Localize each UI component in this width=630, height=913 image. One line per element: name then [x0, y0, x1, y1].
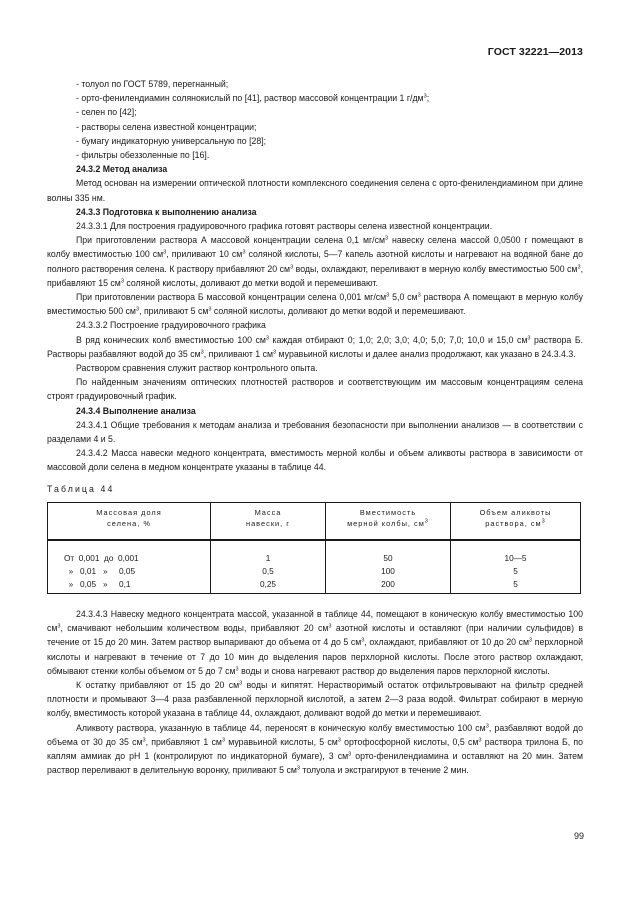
paragraph: В ряд конических колб вместимостью 100 $см^3$ каждая отбирают 0; 1,0; 2,0; 3,0; 4,0; 5,0; 7,0; 10,0 и 15,0 $см^3$ раствора Б. Растворы разбавляют водой до 35 $см^3$, приливают 1 $см^3$ муравьиной кислоты и далее анализ продолжают, как указано в 24.3.4.3. [47, 334, 583, 359]
reagent-item: - бумагу индикаторную универсальную по [28]; [76, 135, 267, 146]
paragraph: Раствором сравнения служит раствор контрольного опыта. [76, 363, 318, 374]
range-cell: От 0,001 до 0,001 [48, 540, 211, 565]
document-header: ГОСТ 32221—2013 [487, 46, 583, 58]
section-heading: 24.3.4 Выполнение анализа [76, 405, 196, 416]
aliquot-cell: 5 [451, 565, 581, 578]
reagent-item: - селен по [42]; [76, 107, 137, 118]
reagent-item: - растворы селена известной концентрации; [76, 121, 257, 132]
section-heading: 24.3.2 Метод анализа [76, 164, 168, 175]
paragraph: Метод основан на измерении оптической плотности комплексного соединения селена с орто-фенилендиамином при длине волны 335 нм. [47, 178, 583, 203]
header-cell: Массовая доля селена, % [48, 502, 211, 540]
reagent-item: - орто-фенилендиамин солянокислый по [41], раствор массовой концентрации 1 $г/дм^3$; [76, 93, 430, 104]
aliquot-cell: 5 [451, 578, 581, 594]
mass-cell: 1 [211, 540, 326, 565]
paragraph: 24.3.4.1 Общие требования к методам анализа и требования безопасности при выполнении анализов — в соответствии с разделами 4 и 5. [47, 419, 583, 445]
paragraph: При приготовлении раствора А массовой концентрации селена 0,1 $мг/см^3$ навеску селена массой 0,0500 г помещают в колбу вместимостью 100 $см^3$, приливают 10 $см^3$ соляной кислоты, 5—7 капель азотной кислоты и нагревают на водяной бане до полного растворения селена. К раствору прибавляют 20 $см^3$ воды, охлаждают, переливают в мерную колбу вместимостью 500 $см^3$, прибавляют 15 $см^3$ соляной кислоты, доливают до метки водой и перемешивают. [47, 235, 584, 288]
mass-cell: 0,5 [211, 565, 326, 578]
header-cell: Вместимость мерной колбы, $см^3$ [326, 502, 451, 540]
paragraph: При приготовлении раствора Б массовой концентрации селена 0,001 $мг/см^3$ 5,0 $см^3$ раствора А помещают в мерную колбу вместимостью 500 $см^3$, приливают 5 $см^3$ соляной кислоты, доливают до метки водой и перемешивают. [47, 292, 583, 317]
section-heading: 24.3.3 Подготовка к выполнению анализа [76, 206, 257, 217]
table-row [48, 578, 581, 594]
paragraph: К остатку прибавляют от 15 до 20 $см^3$ воды и кипятят. Нерастворимый остаток отфильтровывают на фильтр средней плотности и промывают 3—4 раза разбавленной перхлорной кислотой, а затем 2—3 раза водой. Фильтрат собирают в мерную колбу, вместимость которой указана в таблице 44, охлаждают, доливают водой до метки и перемешивают. [47, 679, 583, 719]
volume-cell: 100 [326, 565, 451, 578]
paragraph: Аликвоту раствора, указанную в таблице 44, переносят в коническую колбу вместимостью 100 $см^3$, разбавляют водой до объема от 30 до 35 $см^3$, прибавляют 1 $см^3$ муравьиной кислоты, 5 $см^3$ ортофосфорной кислоты, 0,5 $см^3$ раствора трилона Б, по каплям аммиак до pH 1 (контролируют по индикаторной бумаге), 3 $см^3$ орто-фенилендиамина и оставляют на 20 мин. Затем раствор переливают в делительную воронку, приливают 5 $см^3$ толуола и экстрагируют в течение 2 мин. [47, 722, 583, 776]
mass-cell: 0,25 [211, 578, 326, 594]
table-caption: Таблица 44 [47, 483, 115, 494]
table-header-row [48, 502, 581, 540]
page-number: 99 [573, 831, 584, 841]
reagent-item: - фильтры обеззоленные по [16]. [76, 150, 210, 161]
aliquot-cell: 10—5 [451, 540, 581, 565]
range-cell: » 0,05 » 0,1 [48, 578, 211, 594]
volume-cell: 200 [326, 578, 451, 594]
header-cell: Объем аликвоты раствора, $см^3$ [451, 502, 581, 540]
paragraph: По найденным значениям оптических плотностей растворов и соответствующим им массовым концентрациям селена строят градуировочный график. [47, 377, 583, 402]
reagent-item: - толуол по ГОСТ 5789, перегнанный; [76, 79, 229, 89]
paragraph: 24.3.3.2 Построение градуировочного графика [76, 320, 266, 331]
paragraph: 24.3.4.3 Навеску медного концентрата массой, указанной в таблице 44, помещают в коническую колбу вместимостью 100 $см^3$, смачивают небольшим количеством воды, прибавляют 20 $см^3$ азотной кислоты и оставляют (при наличии сульфидов) в течение от 15 до 20 мин. Затем раствор выпаривают до объема от 4 до 5 $см^3$, охлаждают, прибавляют от 10 до 20 $см^3$ перхлорной кислоты и нагревают в течение от 7 до 10 мин до выделения паров перхлорной кислоты. После этого раствор охлаждают, обмывают стенки колбы объемом от 5 до 7 $см^3$ воды и снова нагревают раствор до выделения паров перхлорной кислоты. [47, 608, 584, 676]
table-row [48, 565, 581, 578]
paragraph: 24.3.4.2 Масса навески медного концентрата, вместимость мерной колбы и объем аликвоты раствора в зависимости от массовой доли селена в медном концентрате указаны в таблице 44. [47, 448, 583, 473]
document-body [47, 77, 583, 777]
range-cell: » 0,01 » 0,05 [48, 565, 211, 578]
table-44 [47, 502, 581, 594]
header-cell: Масса навески, г [211, 502, 326, 540]
table-row [48, 540, 581, 565]
paragraph: 24.3.3.1 Для построения градуировочного графика готовят растворы селена известной концентрации. [76, 221, 493, 232]
volume-cell: 50 [326, 540, 451, 565]
